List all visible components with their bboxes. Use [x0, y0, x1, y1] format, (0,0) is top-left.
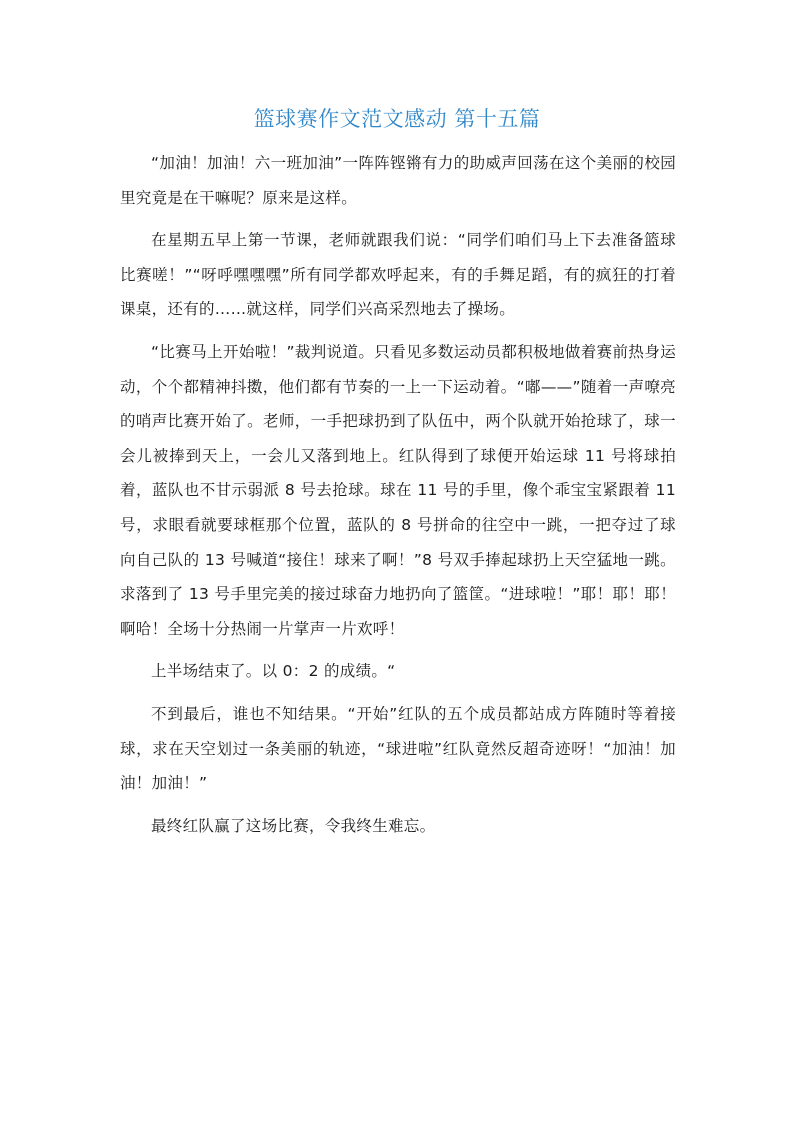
paragraph-5: 不到最后，谁也不知结果。“开始”红队的五个成员都站成方阵随时等着接球，求在天空划过一条美丽的轨迹，“球进啦”红队竟然反超奇迹呀！“加油！加油！加油！” [120, 704, 676, 793]
paragraph-1: “加油！加油！六一班加油”一阵阵铿锵有力的助威声回荡在这个美丽的校园里究竟是在干嘛呢？原来是这样。 [120, 154, 676, 207]
paragraph-4: 上半场结束了。以 0：2 的成绩。“ [151, 662, 396, 681]
paragraph-2: 在星期五早上第一节课，老师就跟我们说：“同学们咱们马上下去准备篮球比赛嗟！”“呀呼嘿嘿嘿”所有同学都欢呼起来，有的手舞足蹈，有的疯狂的打着课桌，还有的……就这样，同学们兴高采烈地去了操场。 [120, 231, 676, 319]
paragraph-3: “比赛马上开始啦！”裁判说道。只看见多数运动员都积极地做着赛前热身运动，个个都精神抖擞，他们都有节奏的一上一下运动着。“嘟——”随着一声嘹亮的哨声比赛开始了。老师，一手把球扔到了队伍中，两个队就开始抢球了，球一会儿被捧到天上，一会儿又落到地上。红队得到了球便开始运球 11 号将球拍着，蓝队也不甘示弱派 8 号去抢球。球在 11 号的手里，像个乖宝宝紧跟着 11 号，求眼看就要球框那个位置，蓝队的 8 号拼命的往空中一跳，一把夺过了球向自己队的 13 号喊道“接住！球来了啊！”8 号双手捧起球扔上天空猛地一跳。求落到了 13 号手里完美的接过球奋力地扔向了篮筐。“进球啦！”耶！耶！耶！啊哈！全场十分热闹一片掌声一片欢呼！ [120, 342, 676, 638]
document-body [120, 146, 676, 851]
paragraph-6: 最终红队赢了这场比赛，令我终生难忘。 [151, 816, 436, 835]
document-title: 篮球赛作文范文感动 第十五篇 [253, 107, 541, 131]
